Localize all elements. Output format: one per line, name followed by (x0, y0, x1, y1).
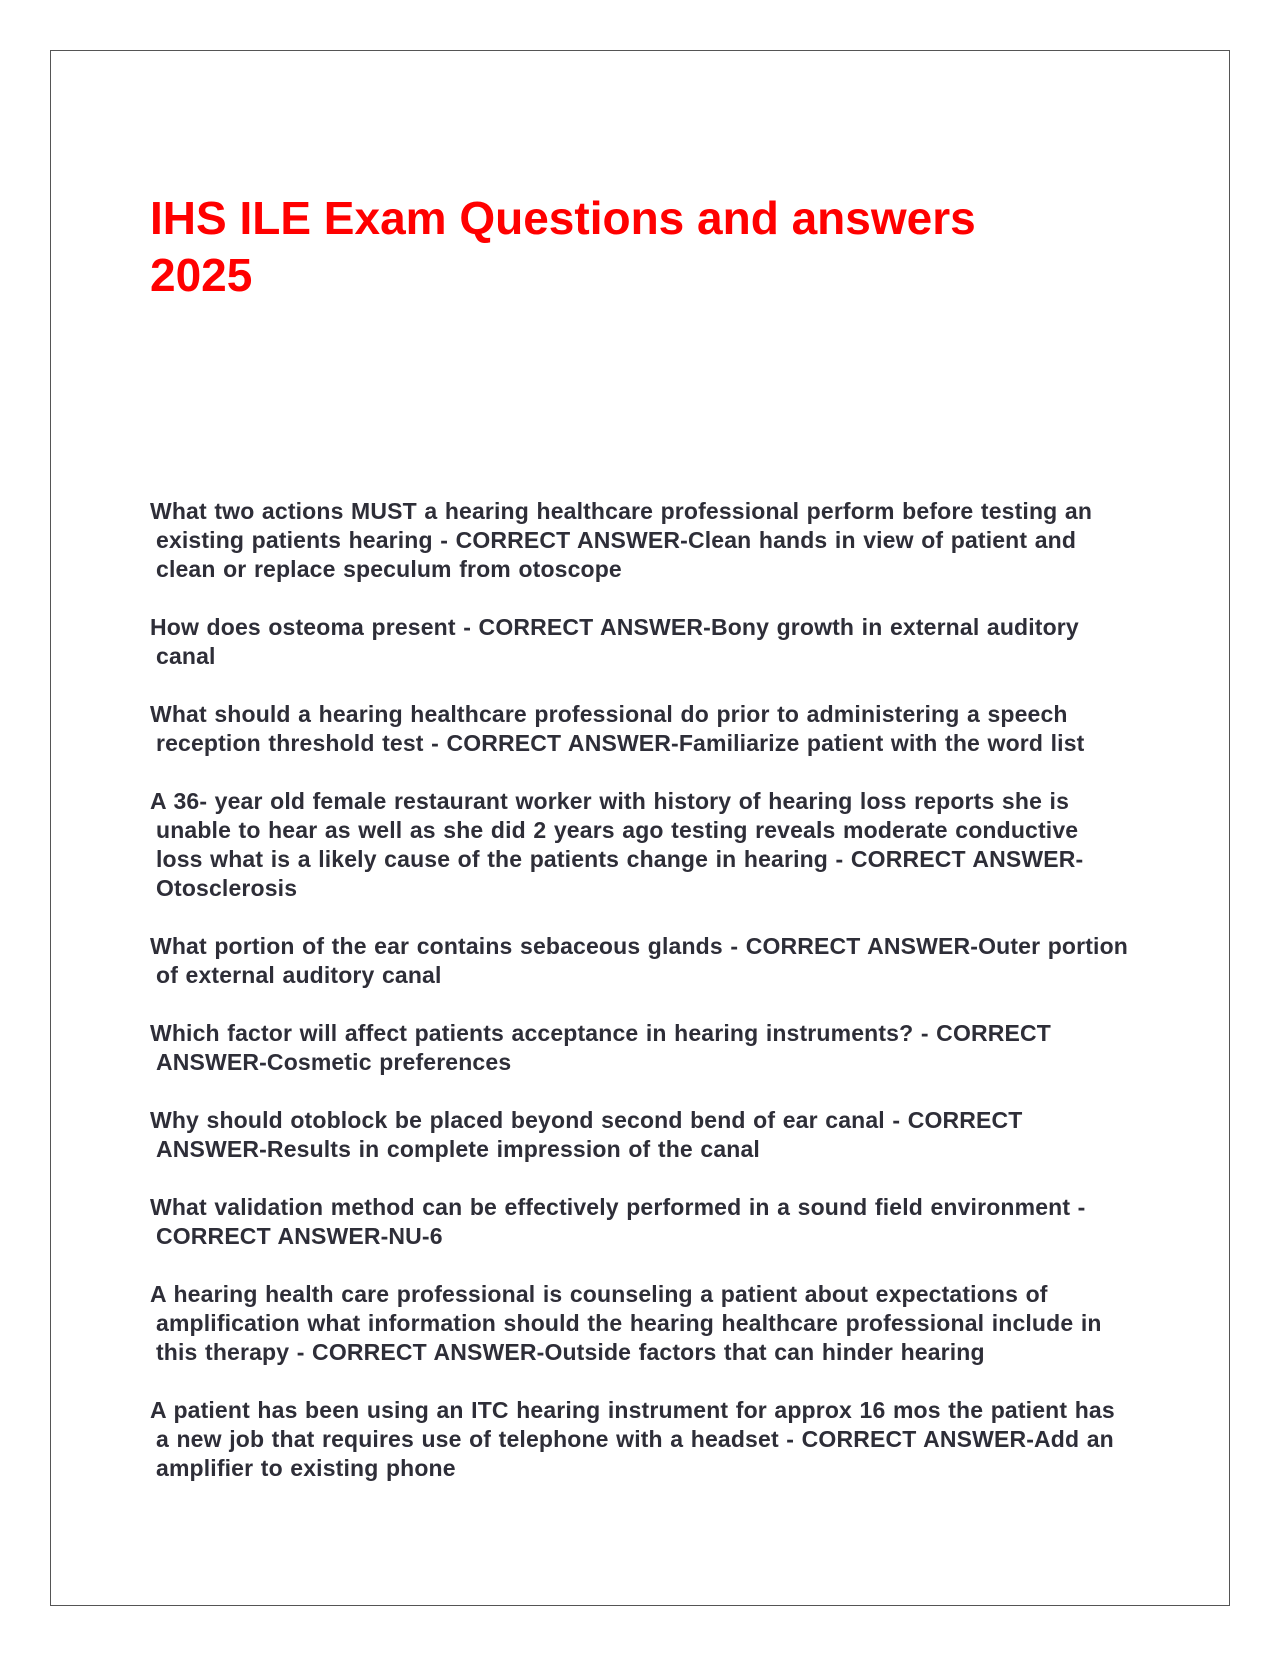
qa-item-8: What validation method can be effectively performed in a sound field environment - CORRECT ANSWER-NU-6 (150, 1194, 1086, 1249)
qa-list (150, 497, 1130, 1512)
qa-item-7: Why should otoblock be placed beyond second bend of ear canal - CORRECT ANSWER-Results in complete impression of the canal (150, 1107, 1023, 1162)
qa-item-1: What two actions MUST a hearing healthcare professional perform before testing an existing patients hearing - CORRECT ANSWER-Clean hands in view of patient and clean or replace speculum from otoscope (150, 498, 1093, 582)
qa-item-6: Which factor will affect patients acceptance in hearing instruments? - CORRECT ANSWER-Cosmetic preferences (150, 1020, 1051, 1075)
qa-item-10: A patient has been using an ITC hearing instrument for approx 16 mos the patient has a new job that requires use of telephone with a headset - CORRECT ANSWER-Add an amplifier to existing phone (150, 1397, 1115, 1481)
qa-item-9: A hearing health care professional is counseling a patient about expectations of amplification what information should the hearing healthcare professional include in this therapy - CORRECT ANSWER-Outside factors that can hinder hearing (150, 1281, 1102, 1365)
qa-item-5: What portion of the ear contains sebaceous glands - CORRECT ANSWER-Outer portion of external auditory canal (150, 933, 1128, 988)
qa-item-2: How does osteoma present - CORRECT ANSWER-Bony growth in external auditory canal (150, 614, 1079, 669)
qa-item-3: What should a hearing healthcare professional do prior to administering a speech reception threshold test - CORRECT ANSWER-Familiarize patient with the word list (150, 701, 1085, 756)
qa-item-4: A 36- year old female restaurant worker with history of hearing loss reports she is unable to hear as well as she did 2 years ago testing reveals moderate conductive loss what is a likely cause of the patients change in hearing - CORRECT ANSWER-Otosclerosis (150, 788, 1084, 901)
document-title: IHS ILE Exam Questions and answers 2025 (150, 192, 976, 301)
